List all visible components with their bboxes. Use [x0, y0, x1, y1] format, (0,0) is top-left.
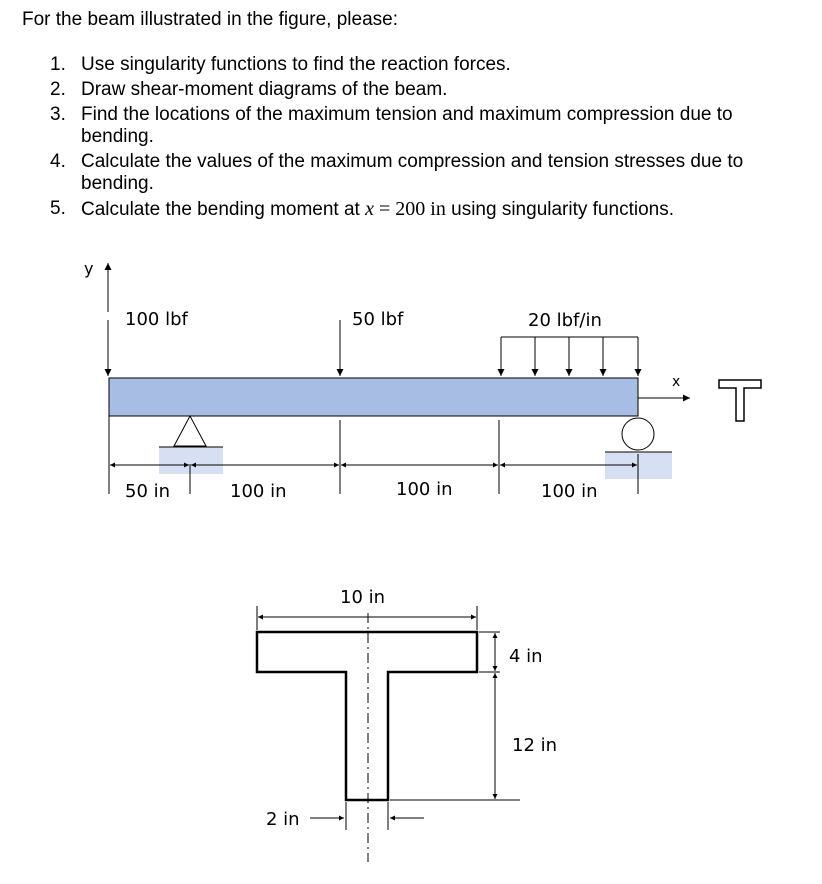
problem-intro: For the beam illustrated in the figure, please:	[22, 9, 398, 30]
task-text-before: Calculate the bending moment at	[81, 199, 366, 220]
web-height-label: 12 in	[512, 735, 558, 756]
task-number: 1.	[50, 54, 66, 75]
beam	[109, 378, 638, 416]
task-text: Calculate the values of the maximum compression and tension stresses due to bending.	[81, 151, 744, 194]
task-text-after: using singularity functions.	[445, 199, 674, 220]
point-load-label-1: 100 lbf	[125, 309, 188, 330]
t-section-outline	[257, 632, 477, 800]
flange-width-label: 10 in	[340, 587, 386, 608]
pin-support-triangle	[174, 416, 206, 446]
dimension-label-1: 50 in	[125, 481, 171, 502]
task-number: 3.	[50, 104, 66, 125]
task-text: Use singularity functions to find the reaction forces.	[81, 54, 511, 75]
web-width-label: 2 in	[266, 809, 300, 830]
dimension-label-2: 100 in	[230, 481, 287, 502]
t-cross-section	[257, 587, 557, 862]
dimension-label-3: 100 in	[396, 479, 453, 500]
task-text: Find the locations of the maximum tension and maximum compression due to bending.	[81, 104, 733, 147]
math-variable: x	[365, 198, 375, 220]
distributed-load-label: 20 lbf/in	[528, 310, 602, 331]
point-load-label-2: 50 lbf	[352, 309, 404, 330]
dimension-label-4: 100 in	[541, 481, 598, 502]
task-number: 4.	[50, 151, 66, 172]
t-section-icon	[719, 380, 761, 421]
flange-thickness-label: 4 in	[509, 646, 543, 667]
y-axis-label: y	[84, 259, 94, 278]
roller-support-wheel	[622, 418, 654, 450]
math-value: = 200 in	[374, 198, 446, 220]
task-text: Draw shear-moment diagrams of the beam.	[81, 79, 448, 100]
task-number: 2.	[50, 79, 66, 100]
distributed-load	[501, 337, 638, 376]
pin-support-ground	[159, 447, 223, 474]
x-axis-label: x	[672, 374, 681, 390]
task-number: 5.	[50, 198, 66, 219]
